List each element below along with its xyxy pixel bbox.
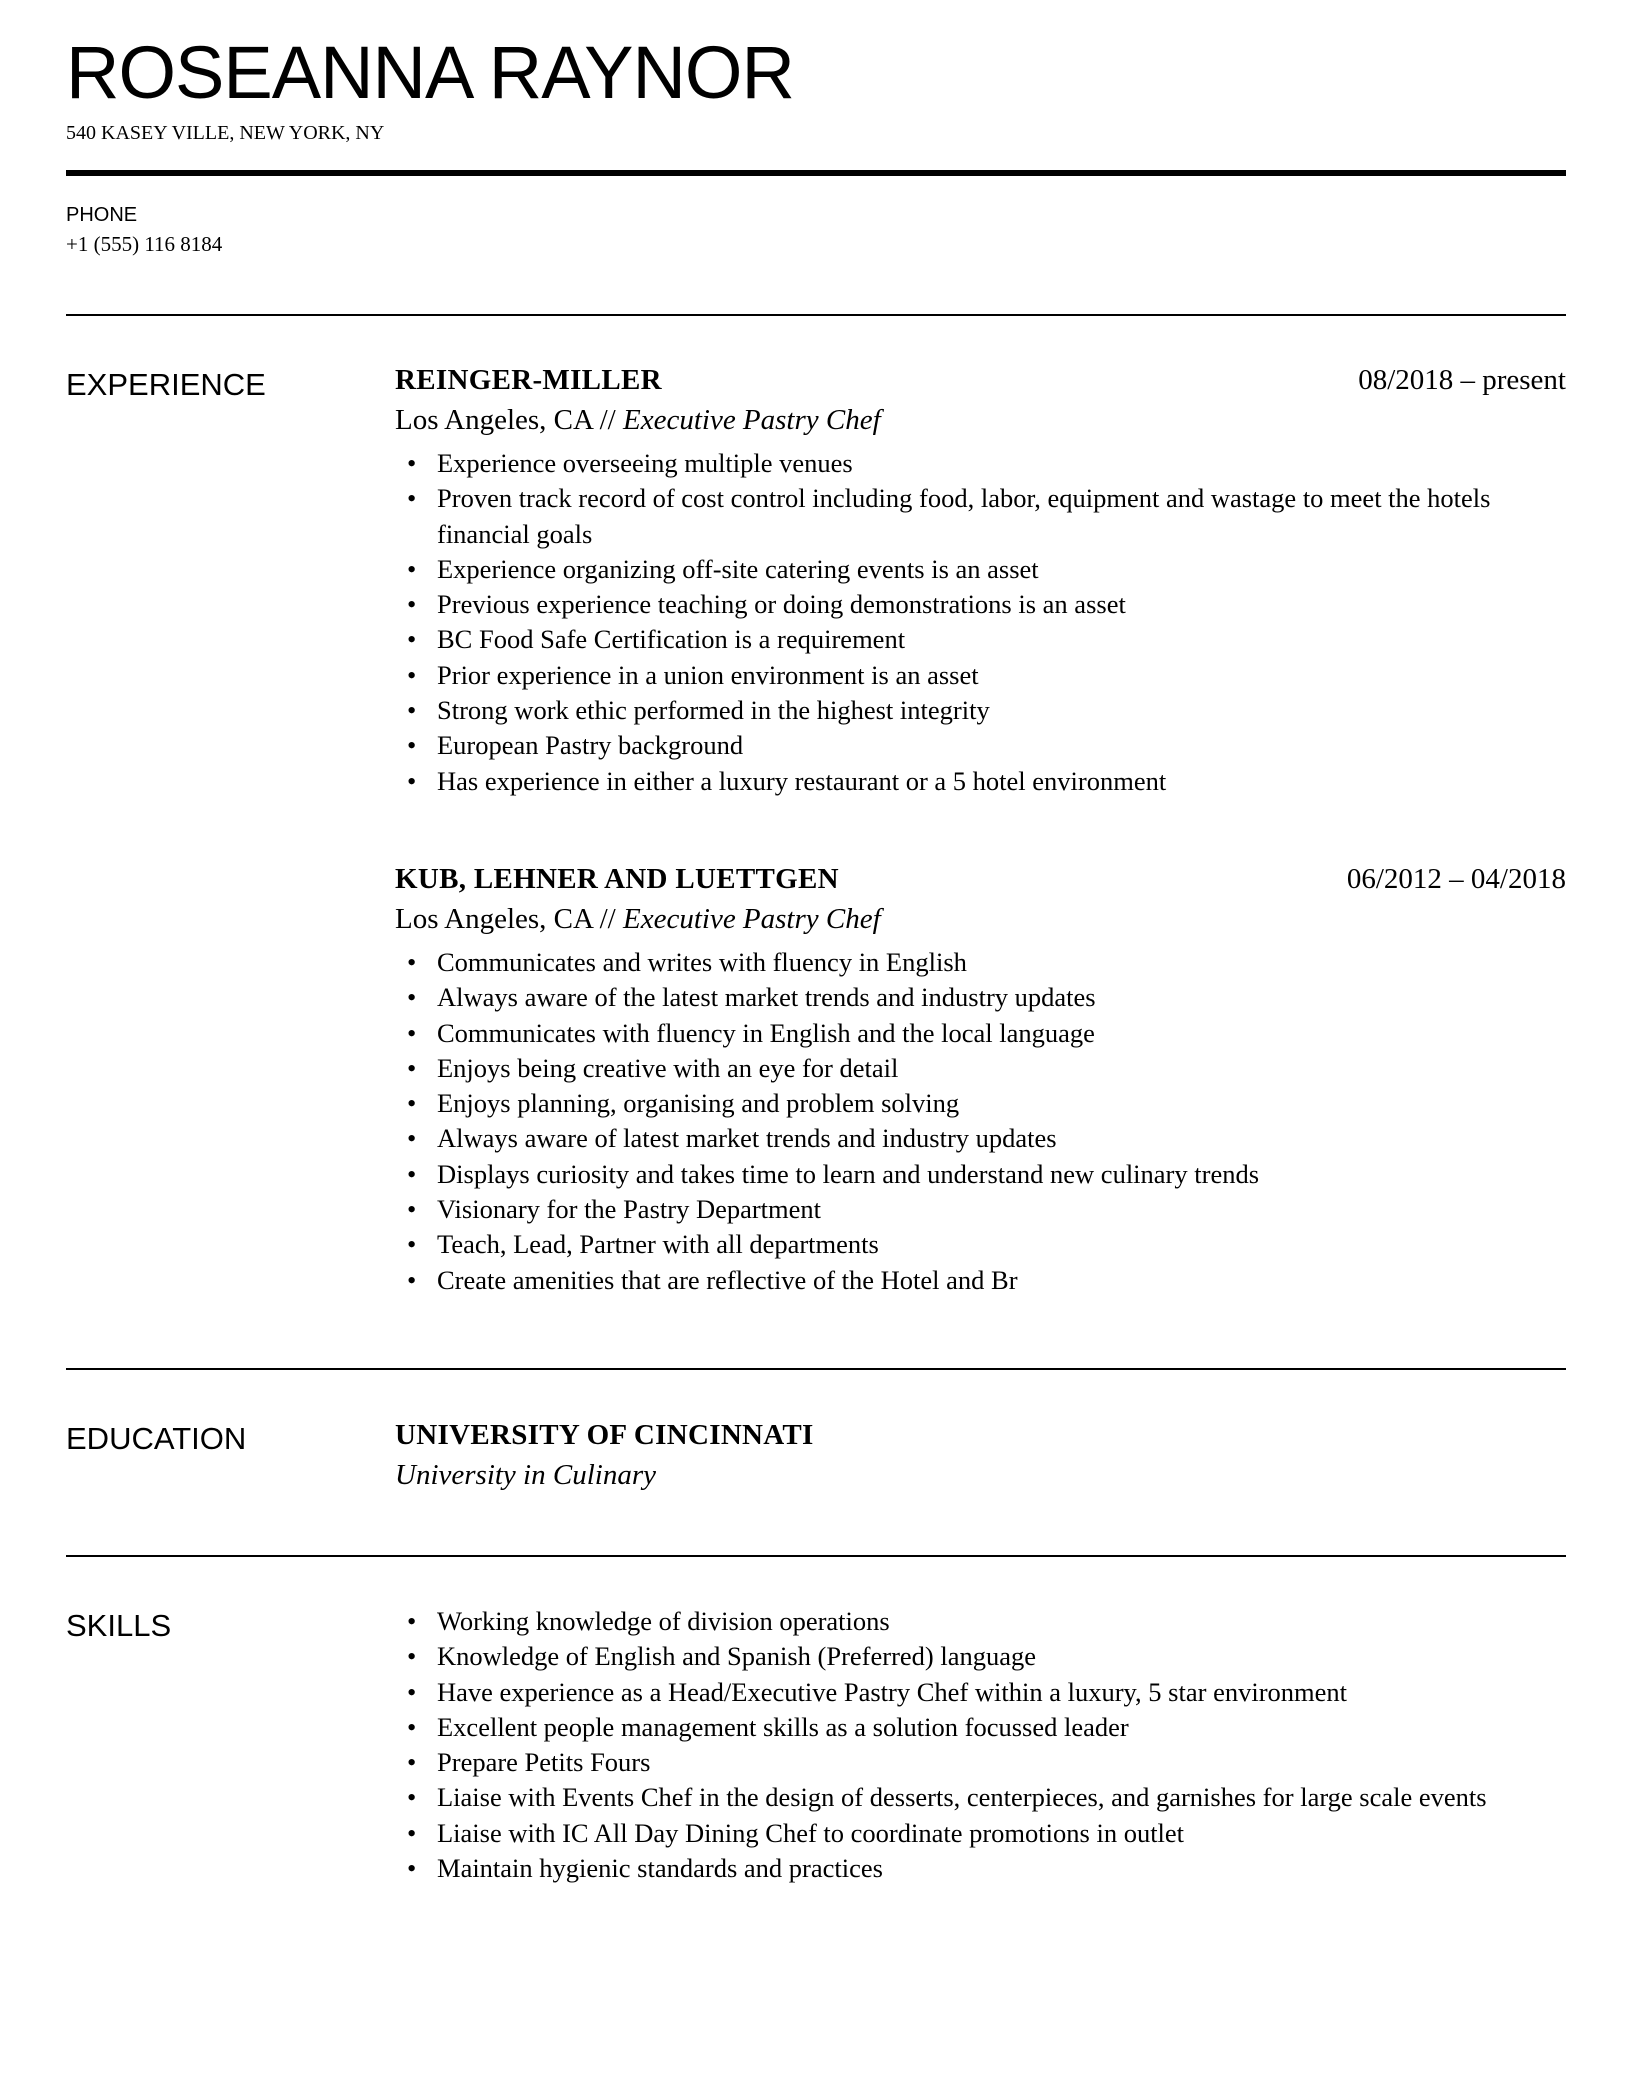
skills-section-title: SKILLS xyxy=(66,1608,172,1643)
list-item: • Liaise with IC All Day Dining Chef to coordinate promotions in outlet xyxy=(437,1816,1566,1851)
education-entry xyxy=(395,1419,1566,1492)
list-item: • Maintain hygienic standards and practices xyxy=(437,1851,1566,1886)
phone-label: PHONE xyxy=(66,204,138,226)
degree: University in Culinary xyxy=(395,1459,656,1491)
company-name: REINGER-MILLER xyxy=(395,364,662,396)
education-section-title: EDUCATION xyxy=(66,1421,247,1456)
section-divider xyxy=(66,314,1566,316)
school-name: UNIVERSITY OF CINCINNATI xyxy=(395,1419,814,1451)
experience-section-title: EXPERIENCE xyxy=(66,367,266,402)
candidate-address: 540 KASEY VILLE, NEW YORK, NY xyxy=(66,122,385,144)
job-role: Executive Pastry Chef xyxy=(623,404,881,436)
separator: // xyxy=(599,903,616,935)
list-item: • Has experience in either a luxury restaurant or a 5 hotel environment xyxy=(437,764,1566,799)
list-item: • Prior experience in a union environment is an asset xyxy=(437,658,1566,693)
list-item: • Experience organizing off-site catering events is an asset xyxy=(437,552,1566,587)
section-divider xyxy=(66,1555,1566,1557)
skills-entry xyxy=(395,1602,1566,1886)
list-item: • Create amenities that are reflective of the Hotel and Br xyxy=(437,1263,1566,1298)
list-item: • Enjoys being creative with an eye for detail xyxy=(437,1051,1566,1086)
list-item: • Always aware of the latest market trends and industry updates xyxy=(437,980,1566,1015)
job-dates: 06/2012 – 04/2018 xyxy=(1346,863,1566,895)
list-item: • Previous experience teaching or doing demonstrations is an asset xyxy=(437,587,1566,622)
list-item: • Experience overseeing multiple venues xyxy=(437,446,1566,481)
job-location: Los Angeles, CA xyxy=(395,404,593,436)
list-item: • Have experience as a Head/Executive Pastry Chef within a luxury, 5 star environment xyxy=(437,1675,1566,1710)
job-location-role xyxy=(395,404,1566,444)
job-location-role xyxy=(395,903,1566,943)
job-location: Los Angeles, CA xyxy=(395,903,593,935)
list-item: • Proven track record of cost control including food, labor, equipment and wastage to meet the hotels financial goals xyxy=(437,481,1566,552)
list-item: • BC Food Safe Certification is a requirement xyxy=(437,622,1566,657)
header-divider xyxy=(66,170,1566,176)
skills-list xyxy=(395,1604,1566,1886)
separator: // xyxy=(599,404,616,436)
list-item: • Strong work ethic performed in the highest integrity xyxy=(437,693,1566,728)
phone-value: +1 (555) 116 8184 xyxy=(66,232,223,256)
list-item: • Working knowledge of division operations xyxy=(437,1604,1566,1639)
job-dates: 08/2018 – present xyxy=(1358,364,1566,396)
list-item: • Liaise with Events Chef in the design of desserts, centerpieces, and garnishes for large scale events xyxy=(437,1780,1566,1815)
list-item: • Communicates with fluency in English and the local language xyxy=(437,1016,1566,1051)
job-header xyxy=(395,863,1566,903)
job-entry xyxy=(395,863,1566,1298)
list-item: • Knowledge of English and Spanish (Preferred) language xyxy=(437,1639,1566,1674)
list-item: • Communicates and writes with fluency in English xyxy=(437,945,1566,980)
list-item: • Enjoys planning, organising and problem solving xyxy=(437,1086,1566,1121)
section-divider xyxy=(66,1368,1566,1370)
job-bullet-list xyxy=(395,446,1566,799)
job-role: Executive Pastry Chef xyxy=(623,903,881,935)
job-entry xyxy=(395,364,1566,799)
list-item: • Visionary for the Pastry Department xyxy=(437,1192,1566,1227)
job-header xyxy=(395,364,1566,404)
list-item: • European Pastry background xyxy=(437,728,1566,763)
candidate-name: ROSEANNA RAYNOR xyxy=(66,31,794,114)
list-item: • Prepare Petits Fours xyxy=(437,1745,1566,1780)
list-item: • Excellent people management skills as a solution focussed leader xyxy=(437,1710,1566,1745)
list-item: • Displays curiosity and takes time to learn and understand new culinary trends xyxy=(437,1157,1566,1192)
list-item: • Always aware of latest market trends and industry updates xyxy=(437,1121,1566,1156)
company-name: KUB, LEHNER AND LUETTGEN xyxy=(395,863,839,895)
list-item: • Teach, Lead, Partner with all departments xyxy=(437,1227,1566,1262)
job-bullet-list xyxy=(395,945,1566,1298)
